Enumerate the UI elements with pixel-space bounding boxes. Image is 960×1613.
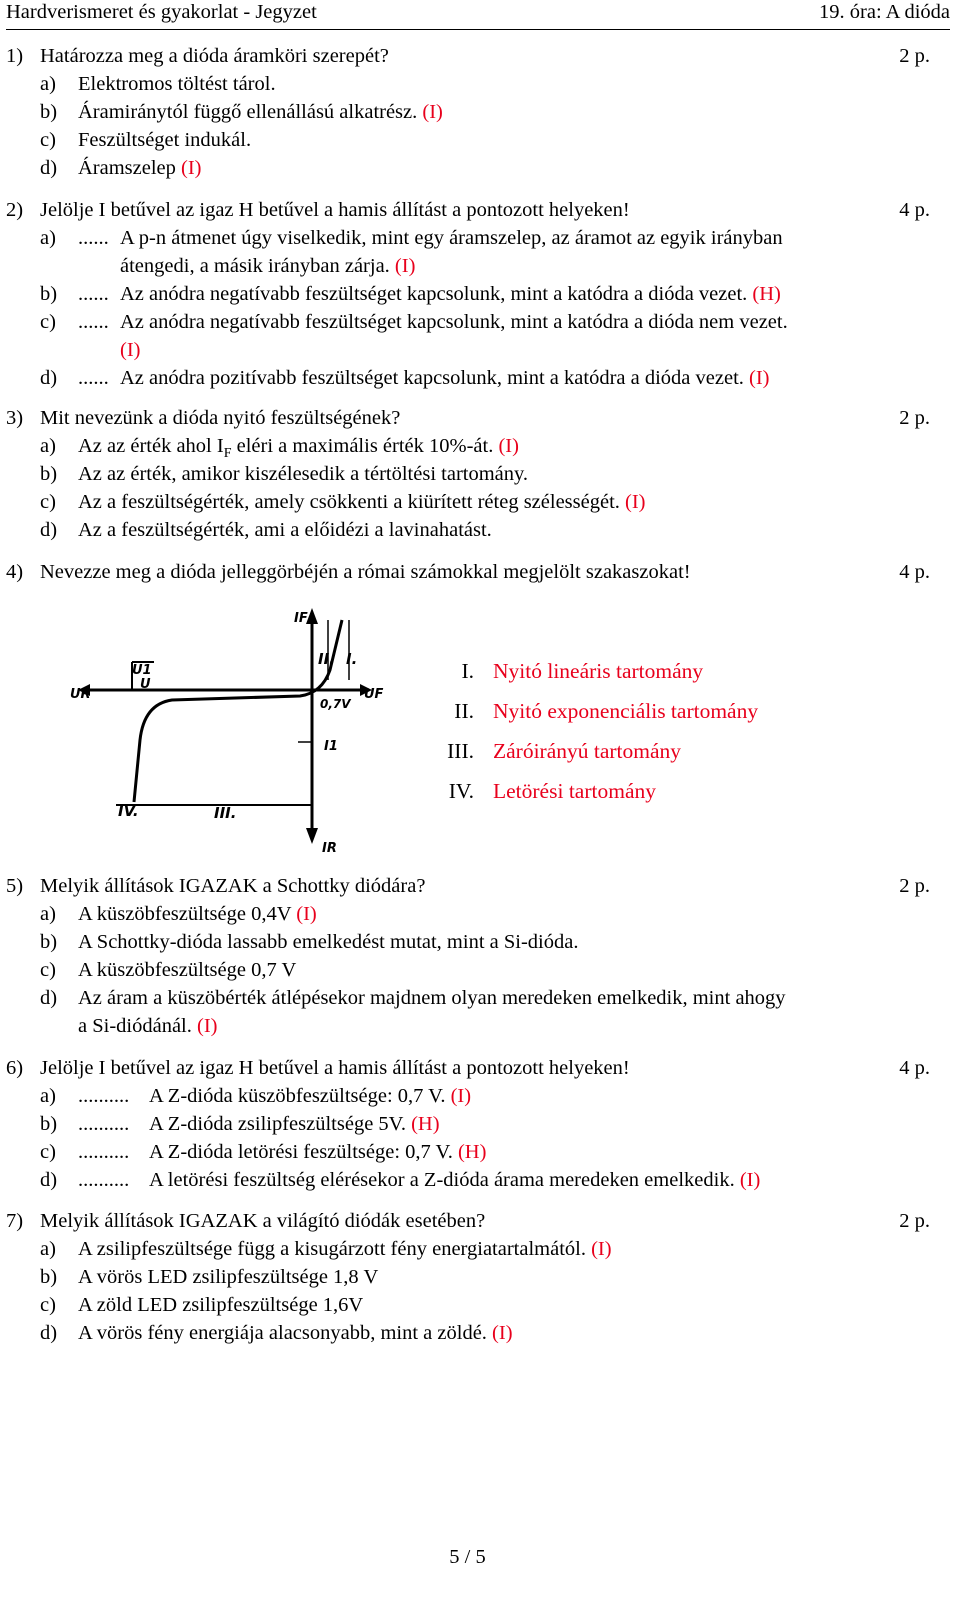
blank-dots: .......... — [78, 1113, 130, 1135]
option-label: d) — [40, 1322, 58, 1344]
blank-dots: ...... — [78, 311, 109, 333]
question-points: 2 p. — [899, 1210, 930, 1232]
subscript: F — [223, 446, 232, 462]
answer-mark: (I) — [739, 1169, 761, 1191]
roman-numeral: II. — [454, 699, 474, 723]
answer-mark: (I) — [197, 1015, 218, 1037]
ir-arrow-icon — [306, 828, 318, 844]
option-b — [0, 1110, 960, 1138]
option-label: b) — [40, 931, 58, 953]
option-text: A Z-dióda küszöbfeszültsége: 0,7 V. — [149, 1085, 446, 1107]
question-number: 1) — [6, 45, 24, 67]
u-label: U — [140, 677, 151, 692]
option-label: d) — [40, 519, 58, 541]
option-text: A zsilipfeszültsége függ a kisugárzott fény energiatartalmától. — [78, 1238, 586, 1260]
answer-row — [0, 776, 960, 806]
option-text: A vörös LED zsilipfeszültsége 1,8 V — [78, 1266, 379, 1288]
option-label: c) — [40, 129, 56, 151]
blank-dots: .......... — [78, 1169, 130, 1191]
question-points: 4 p. — [899, 199, 930, 221]
option-a — [0, 70, 960, 98]
header-title: Hardverismeret és gyakorlat - Jegyzet — [6, 1, 317, 23]
answer-mark: (H) — [411, 1113, 440, 1135]
blank-dots: .......... — [78, 1141, 130, 1163]
answer-mark: (I) — [492, 1322, 513, 1344]
answer-row — [0, 736, 960, 766]
option-text: A küszöbfeszültsége 0,7 V — [78, 959, 297, 981]
question-text: Melyik állítások IGAZAK a világító diódák esetében? — [40, 1210, 486, 1232]
option-text: Az anódra pozitívabb feszültséget kapcsolunk, mint a katódra a dióda vezet. — [120, 367, 744, 389]
option-label: b) — [40, 101, 58, 123]
ir-label: IR — [322, 841, 337, 856]
option-text: Elektromos töltést tárol. — [78, 73, 276, 95]
option-a — [0, 900, 960, 928]
option-text: A küszöbfeszültsége 0,4V — [78, 903, 292, 925]
answer-mark: (I) — [498, 435, 519, 457]
option-text: A zöld LED zsilipfeszültsége 1,6V — [78, 1294, 364, 1316]
option-text: A Schottky-dióda lassabb emelkedést mutat, mint a Si-dióda. — [78, 931, 579, 953]
answer-mark: (I) — [394, 255, 416, 277]
roman-numeral: III. — [447, 739, 474, 763]
question-points: 2 p. — [899, 407, 930, 429]
option-label: a) — [40, 1085, 56, 1107]
option-a — [0, 432, 960, 460]
option-a — [0, 1235, 960, 1263]
option-b — [0, 460, 960, 488]
answer-row — [0, 656, 960, 686]
option-b — [0, 98, 960, 126]
option-text: A vörös fény energiája alacsonyabb, mint a zöldé. — [78, 1322, 487, 1344]
option-c — [0, 126, 960, 154]
question-text: Határozza meg a dióda áramköri szerepét? — [40, 45, 389, 67]
option-label: c) — [40, 959, 56, 981]
u1-label: U1 — [132, 663, 152, 678]
answer-mark: (I) — [450, 1085, 472, 1107]
answer-text: Nyitó exponenciális tartomány — [493, 699, 759, 723]
option-d — [0, 984, 960, 1012]
option-text: A letörési feszültség elérésekor a Z-dióda árama meredeken emelkedik. — [149, 1169, 735, 1191]
option-a — [0, 224, 960, 252]
page-header — [6, 0, 950, 30]
question-points: 2 p. — [899, 45, 930, 67]
option-b — [0, 280, 960, 308]
blank-dots: ...... — [78, 367, 109, 389]
question-points: 4 p. — [899, 561, 930, 583]
option-label: b) — [40, 1113, 58, 1135]
question-points: 4 p. — [899, 1057, 930, 1079]
blank-dots: ...... — [78, 283, 109, 305]
option-c — [0, 956, 960, 984]
option-label: c) — [40, 1294, 56, 1316]
option-d — [0, 516, 960, 544]
question-number: 2) — [6, 199, 24, 221]
option-label: a) — [40, 435, 56, 457]
question-text: Melyik állítások IGAZAK a Schottky diódára? — [40, 875, 426, 897]
option-c — [0, 1291, 960, 1319]
option-label: d) — [40, 367, 58, 389]
question-number: 7) — [6, 1210, 24, 1232]
answer-row — [0, 696, 960, 726]
blank-dots: ...... — [78, 227, 109, 249]
option-text: Áramiránytól függő ellenállású alkatrész. — [78, 101, 418, 123]
answer-mark: (I) — [422, 101, 443, 123]
option-text: Áramszelep — [78, 157, 176, 179]
ur-label: UR — [70, 687, 91, 702]
answer-mark: (I) — [591, 1238, 612, 1260]
answer-text: Letörési tartomány — [493, 779, 656, 803]
question-number: 6) — [6, 1057, 24, 1079]
option-d — [0, 1166, 960, 1194]
answer-mark: (I) — [749, 367, 770, 389]
roman-numeral: I. — [461, 659, 474, 683]
option-c — [0, 1138, 960, 1166]
answer-text: Záróirányú tartomány — [493, 739, 682, 763]
option-b — [0, 928, 960, 956]
option-label: c) — [40, 311, 56, 333]
option-text: Az az érték, amikor kiszélesedik a tértöltési tartomány. — [78, 463, 529, 485]
option-label: a) — [40, 227, 56, 249]
option-c — [0, 308, 960, 336]
question-number: 5) — [6, 875, 24, 897]
header-lesson: 19. óra: A dióda — [819, 1, 950, 23]
option-label: d) — [40, 1169, 58, 1191]
answer-mark: (H) — [457, 1141, 487, 1163]
option-text-cont: a Si-diódánál. — [78, 1015, 192, 1037]
option-text: Feszültséget indukál. — [78, 129, 252, 151]
option-d — [0, 1319, 960, 1347]
option-c — [0, 488, 960, 516]
option-text: Az a feszültségérték, ami a előidézi a lavinahatást. — [78, 519, 492, 541]
option-label: a) — [40, 903, 56, 925]
region-3-label: III. — [214, 804, 237, 822]
roman-numeral: IV. — [448, 779, 474, 803]
option-label: b) — [40, 1266, 58, 1288]
option-d — [0, 364, 960, 392]
answer-mark: (I) — [296, 903, 317, 925]
i1-label: I1 — [324, 739, 338, 754]
answer-mark: (I) — [120, 339, 141, 361]
region-1-label: I. — [346, 650, 358, 668]
question-points: 2 p. — [899, 875, 930, 897]
option-text-post: eléri a maximális érték 10%-át. — [231, 435, 494, 457]
region-2-label: II. — [318, 650, 335, 668]
option-text: Az anódra negatívabb feszültséget kapcsolunk, mint a katódra a dióda vezet. — [120, 283, 748, 305]
option-text: Az a feszültségérték, amely csökkenti a kiürített réteg szélességét. — [78, 491, 620, 513]
blank-dots: .......... — [78, 1085, 130, 1107]
option-text: Az áram a küszöbérték átlépésekor majdnem olyan meredeken emelkedik, mint ahogy — [78, 987, 786, 1009]
option-label: c) — [40, 491, 56, 513]
option-label: a) — [40, 73, 56, 95]
answer-mark: (I) — [625, 491, 646, 513]
answer-mark: (I) — [181, 157, 202, 179]
answer-text: Nyitó lineáris tartomány — [493, 659, 704, 683]
question-number: 3) — [6, 407, 24, 429]
option-a — [0, 1082, 960, 1110]
question-text: Jelölje I betűvel az igaz H betűvel a hamis állítást a pontozott helyeken! — [40, 199, 630, 221]
option-text: Az az érték ahol I — [78, 435, 224, 457]
uf-label: UF — [364, 687, 384, 702]
option-text: A Z-dióda letörési feszültsége: 0,7 V. — [149, 1141, 453, 1163]
option-label: d) — [40, 157, 58, 179]
v07-label: 0,7V — [320, 697, 351, 711]
if-label: IF — [294, 611, 308, 626]
option-d — [0, 154, 960, 182]
region-4-label: IV. — [118, 802, 139, 820]
diode-characteristic-graph — [60, 600, 400, 862]
question-number: 4) — [6, 561, 24, 583]
question-text: Mit nevezünk a dióda nyitó feszültségének? — [40, 407, 401, 429]
option-label: b) — [40, 463, 58, 485]
if-arrow-icon — [306, 608, 318, 624]
page-number: 5 / 5 — [449, 1546, 486, 1568]
option-label: a) — [40, 1238, 56, 1260]
option-label: b) — [40, 283, 58, 305]
option-text: A p-n átmenet úgy viselkedik, mint egy áramszelep, az áramot az egyik irányban — [120, 227, 783, 249]
option-b — [0, 1263, 960, 1291]
question-text: Jelölje I betűvel az igaz H betűvel a hamis állítást a pontozott helyeken! — [40, 1057, 630, 1079]
option-text-cont: átengedi, a másik irányban zárja. — [120, 255, 390, 277]
option-text: A Z-dióda zsilipfeszültsége 5V. — [149, 1113, 406, 1135]
answer-mark: (H) — [752, 283, 781, 305]
question-text: Nevezze meg a dióda jelleggörbéjén a római számokkal megjelölt szakaszokat! — [40, 561, 691, 583]
option-text: Az anódra negatívabb feszültséget kapcsolunk, mint a katódra a dióda nem vezet. — [120, 311, 788, 333]
option-label: c) — [40, 1141, 56, 1163]
option-label: d) — [40, 987, 58, 1009]
